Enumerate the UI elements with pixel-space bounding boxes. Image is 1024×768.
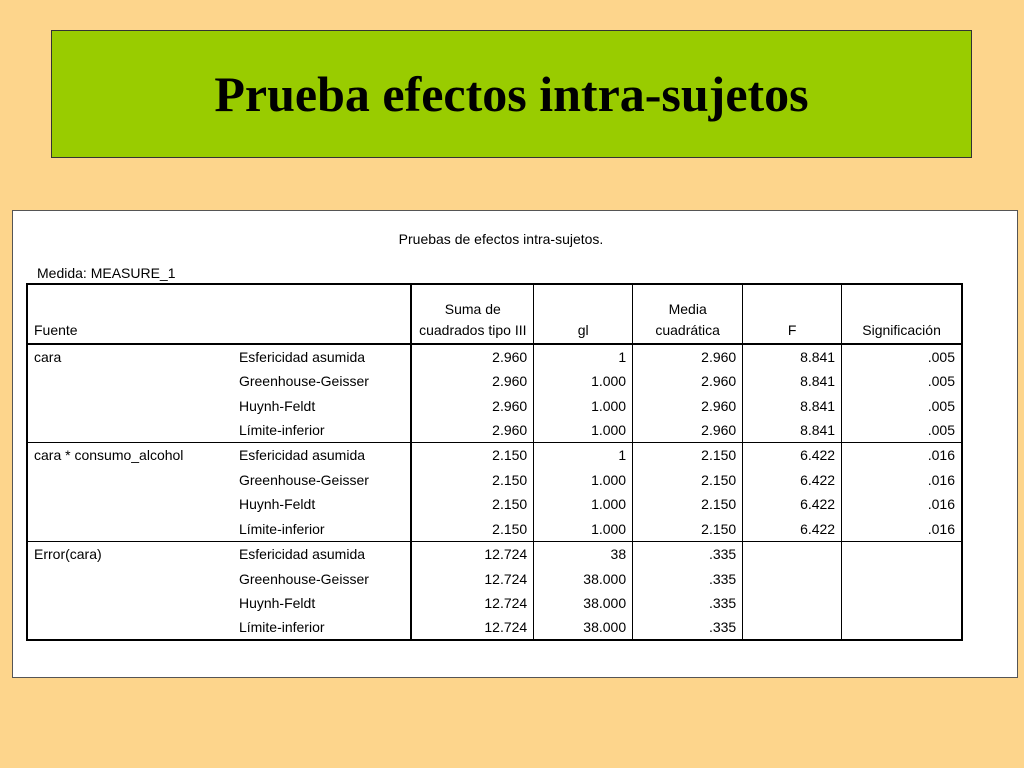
ms-cell: .335	[633, 616, 743, 641]
sig-cell: .016	[842, 517, 962, 542]
condition-cell: Greenhouse-Geisser	[233, 467, 411, 492]
ms-cell: 2.960	[633, 393, 743, 418]
table-row	[27, 492, 962, 517]
f-cell	[743, 591, 842, 616]
header-ss: Suma de cuadrados tipo III	[411, 284, 533, 344]
ss-cell: 2.150	[411, 443, 533, 468]
measure-label: Medida: MEASURE_1	[37, 265, 176, 281]
spss-output-panel	[12, 210, 1018, 678]
f-cell: 8.841	[743, 344, 842, 369]
f-cell: 6.422	[743, 443, 842, 468]
header-row	[27, 284, 962, 344]
ss-cell: 2.960	[492, 348, 528, 365]
ms-cell: 2.150	[633, 517, 743, 542]
anova-table	[26, 283, 963, 641]
table-row	[27, 566, 962, 591]
ms-cell: 2.960	[633, 369, 743, 394]
ss-cell: 2.960	[492, 397, 528, 414]
df-cell: 1	[534, 443, 633, 468]
ms-cell: 2.150	[633, 492, 743, 517]
ms-cell: .335	[633, 542, 743, 567]
table-row	[27, 344, 962, 369]
df-cell: 1.000	[534, 418, 633, 443]
df-cell: 38	[534, 542, 633, 567]
f-cell: 8.841	[743, 393, 842, 418]
df-cell: 1	[534, 344, 633, 369]
ms-cell: .335	[633, 591, 743, 616]
source-cell: Error(cara)	[27, 542, 233, 567]
ss-cell: 12.724	[484, 595, 528, 612]
condition-cell: Esfericidad asumida	[233, 443, 411, 468]
df-cell: 1.000	[534, 393, 633, 418]
condition-cell: Huynh-Feldt	[233, 591, 411, 616]
sig-cell	[842, 566, 962, 591]
header-source: Fuente	[27, 284, 411, 344]
source-cell	[27, 616, 233, 641]
table-row	[27, 542, 962, 567]
slide-title: Prueba efectos intra-sujetos	[214, 66, 809, 122]
f-cell: 6.422	[743, 492, 842, 517]
condition-cell: Huynh-Feldt	[233, 393, 411, 418]
df-cell: 1.000	[534, 517, 633, 542]
ss-cell: 12.724	[484, 619, 528, 636]
table-row	[27, 467, 962, 492]
f-cell	[743, 566, 842, 591]
f-cell	[743, 616, 842, 641]
table-row	[27, 616, 962, 641]
condition-cell: Esfericidad asumida	[233, 344, 411, 369]
sig-cell	[842, 591, 962, 616]
condition-cell: Greenhouse-Geisser	[233, 566, 411, 591]
sig-cell: .005	[842, 369, 962, 394]
sig-cell: .005	[842, 418, 962, 443]
ms-cell: 2.150	[633, 467, 743, 492]
sig-cell: .016	[842, 467, 962, 492]
ms-cell: 2.960	[633, 344, 743, 369]
ss-cell: 2.960	[492, 373, 528, 390]
df-cell: 1.000	[534, 467, 633, 492]
ss-cell: 12.724	[411, 542, 533, 567]
table-body	[27, 344, 962, 640]
source-cell	[27, 393, 233, 418]
sig-cell	[842, 616, 962, 641]
table-row	[27, 443, 962, 468]
sig-cell	[842, 542, 962, 567]
sig-cell: .016	[842, 443, 962, 468]
header-ms: Media cuadrática	[633, 284, 743, 344]
source-cell	[27, 369, 233, 394]
f-cell: 6.422	[743, 517, 842, 542]
source-cell	[27, 591, 233, 616]
f-cell: 6.422	[743, 467, 842, 492]
ss-cell: 2.960	[492, 422, 528, 439]
f-cell	[743, 542, 842, 567]
header-f: F	[743, 284, 842, 344]
condition-cell: Límite-inferior	[233, 418, 411, 443]
condition-cell: Límite-inferior	[233, 616, 411, 641]
slide-title-banner	[51, 30, 972, 158]
ss-cell: 12.724	[484, 570, 528, 587]
condition-cell: Greenhouse-Geisser	[233, 369, 411, 394]
table-row	[27, 369, 962, 394]
sig-cell: .005	[842, 393, 962, 418]
condition-cell: Esfericidad asumida	[233, 542, 411, 567]
ms-cell: .335	[633, 566, 743, 591]
ss-cell: 2.150	[492, 520, 528, 537]
condition-cell: Límite-inferior	[233, 517, 411, 542]
table-row	[27, 418, 962, 443]
table-row	[27, 517, 962, 542]
f-cell: 8.841	[743, 369, 842, 394]
f-cell: 8.841	[743, 418, 842, 443]
table-row	[27, 393, 962, 418]
source-cell	[27, 566, 233, 591]
df-cell: 1.000	[534, 369, 633, 394]
ss-cell: 2.150	[492, 496, 528, 513]
condition-cell: Huynh-Feldt	[233, 492, 411, 517]
source-cell: cara * consumo_alcohol	[27, 443, 233, 468]
ms-cell: 2.960	[633, 418, 743, 443]
ss-cell: 2.150	[492, 471, 528, 488]
df-cell: 38.000	[534, 591, 633, 616]
source-cell	[27, 467, 233, 492]
source-cell	[27, 492, 233, 517]
source-cell: cara	[34, 348, 62, 365]
ms-cell: 2.150	[633, 443, 743, 468]
df-cell: 1.000	[534, 492, 633, 517]
table-caption: Pruebas de efectos intra-sujetos.	[398, 231, 604, 247]
sig-cell: .005	[842, 344, 962, 369]
df-cell: 38.000	[534, 566, 633, 591]
table-row	[27, 591, 962, 616]
sig-cell: .016	[842, 492, 962, 517]
source-cell	[27, 517, 233, 542]
source-cell	[27, 418, 233, 443]
header-sig: Significación	[842, 284, 962, 344]
header-df: gl	[534, 284, 633, 344]
df-cell: 38.000	[534, 616, 633, 641]
